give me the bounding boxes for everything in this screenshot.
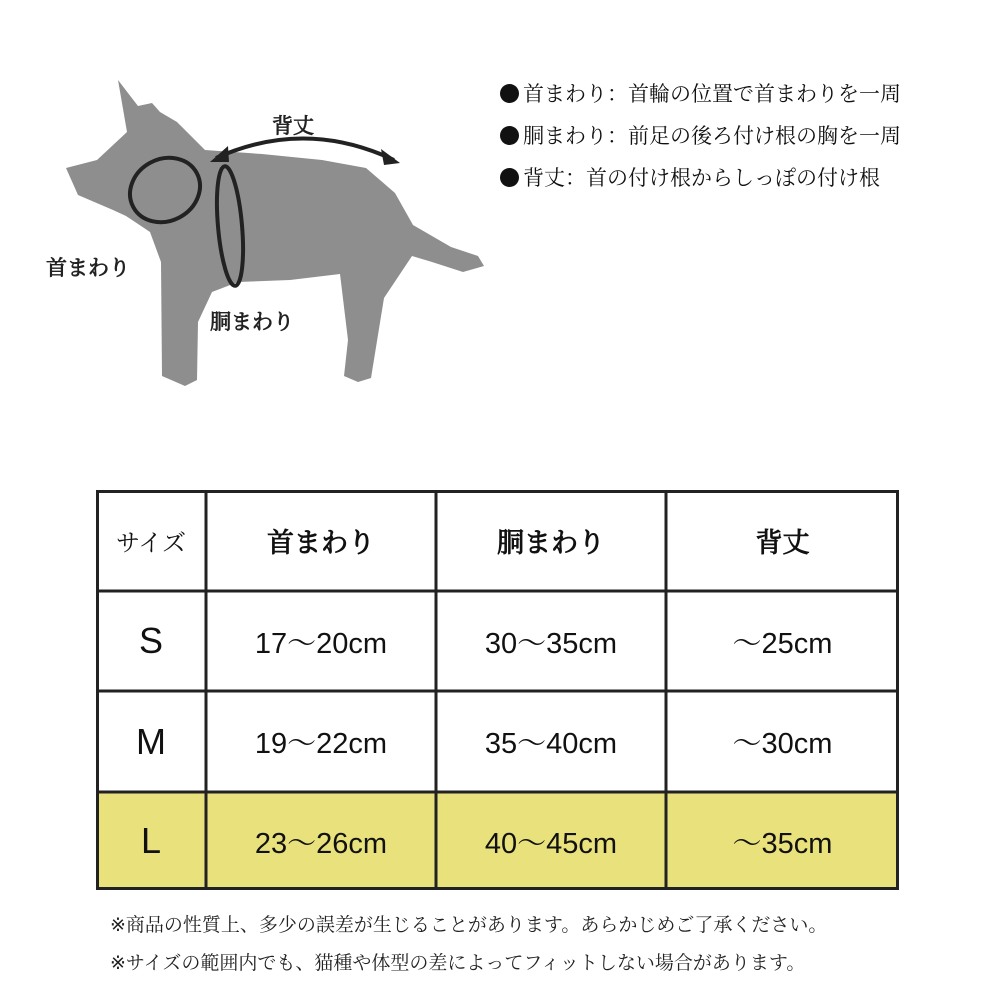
legend-text: 胴まわり：前足の後ろ付け根の胸を一周 bbox=[523, 124, 901, 148]
legend-text: 背丈：首の付け根からしっぽの付け根 bbox=[523, 166, 880, 190]
chest-value: 40〜45cm bbox=[484, 827, 618, 860]
neck-label: 首まわり bbox=[46, 256, 130, 280]
cat-illustration bbox=[0, 0, 520, 420]
bullet-icon bbox=[500, 168, 519, 187]
legend-item-back bbox=[500, 156, 901, 198]
size-label: M bbox=[136, 720, 166, 762]
neck-value: 23〜26cm bbox=[254, 827, 388, 860]
note-line: ※商品の性質上、多少の誤差が生じることがあります。あらかじめご了承ください。 bbox=[110, 914, 828, 936]
header-back: 背丈 bbox=[755, 528, 810, 559]
back-value: 〜35cm bbox=[732, 827, 833, 860]
size-label: S bbox=[138, 620, 163, 661]
back-arrow-head-right bbox=[381, 149, 400, 165]
back-value: 〜25cm bbox=[732, 627, 833, 660]
header-neck: 首まわり bbox=[267, 528, 375, 559]
legend-item-neck bbox=[500, 72, 901, 114]
chest-label: 胴まわり bbox=[210, 310, 294, 334]
bullet-icon bbox=[500, 126, 519, 145]
bullet-icon bbox=[500, 84, 519, 103]
measurement-legend bbox=[500, 72, 901, 198]
size-table bbox=[96, 490, 899, 890]
header-chest: 胴まわり bbox=[497, 528, 605, 559]
measurement-diagram bbox=[0, 0, 520, 420]
legend-text: 首まわり：首輪の位置で首まわりを一周 bbox=[523, 82, 901, 106]
chest-value: 30〜35cm bbox=[484, 627, 618, 660]
legend-item-chest bbox=[500, 114, 901, 156]
size-label: L bbox=[140, 820, 162, 861]
neck-value: 19〜22cm bbox=[254, 728, 388, 760]
header-size: サイズ bbox=[115, 529, 187, 557]
note-line: ※サイズの範囲内でも、猫種や体型の差によってフィットしない場合があります。 bbox=[110, 952, 806, 974]
neck-value: 17〜20cm bbox=[254, 627, 388, 660]
back-length-label: 背丈 bbox=[272, 114, 314, 138]
notes bbox=[110, 906, 827, 982]
back-value: 〜30cm bbox=[732, 728, 833, 760]
chest-value: 35〜40cm bbox=[484, 728, 618, 760]
